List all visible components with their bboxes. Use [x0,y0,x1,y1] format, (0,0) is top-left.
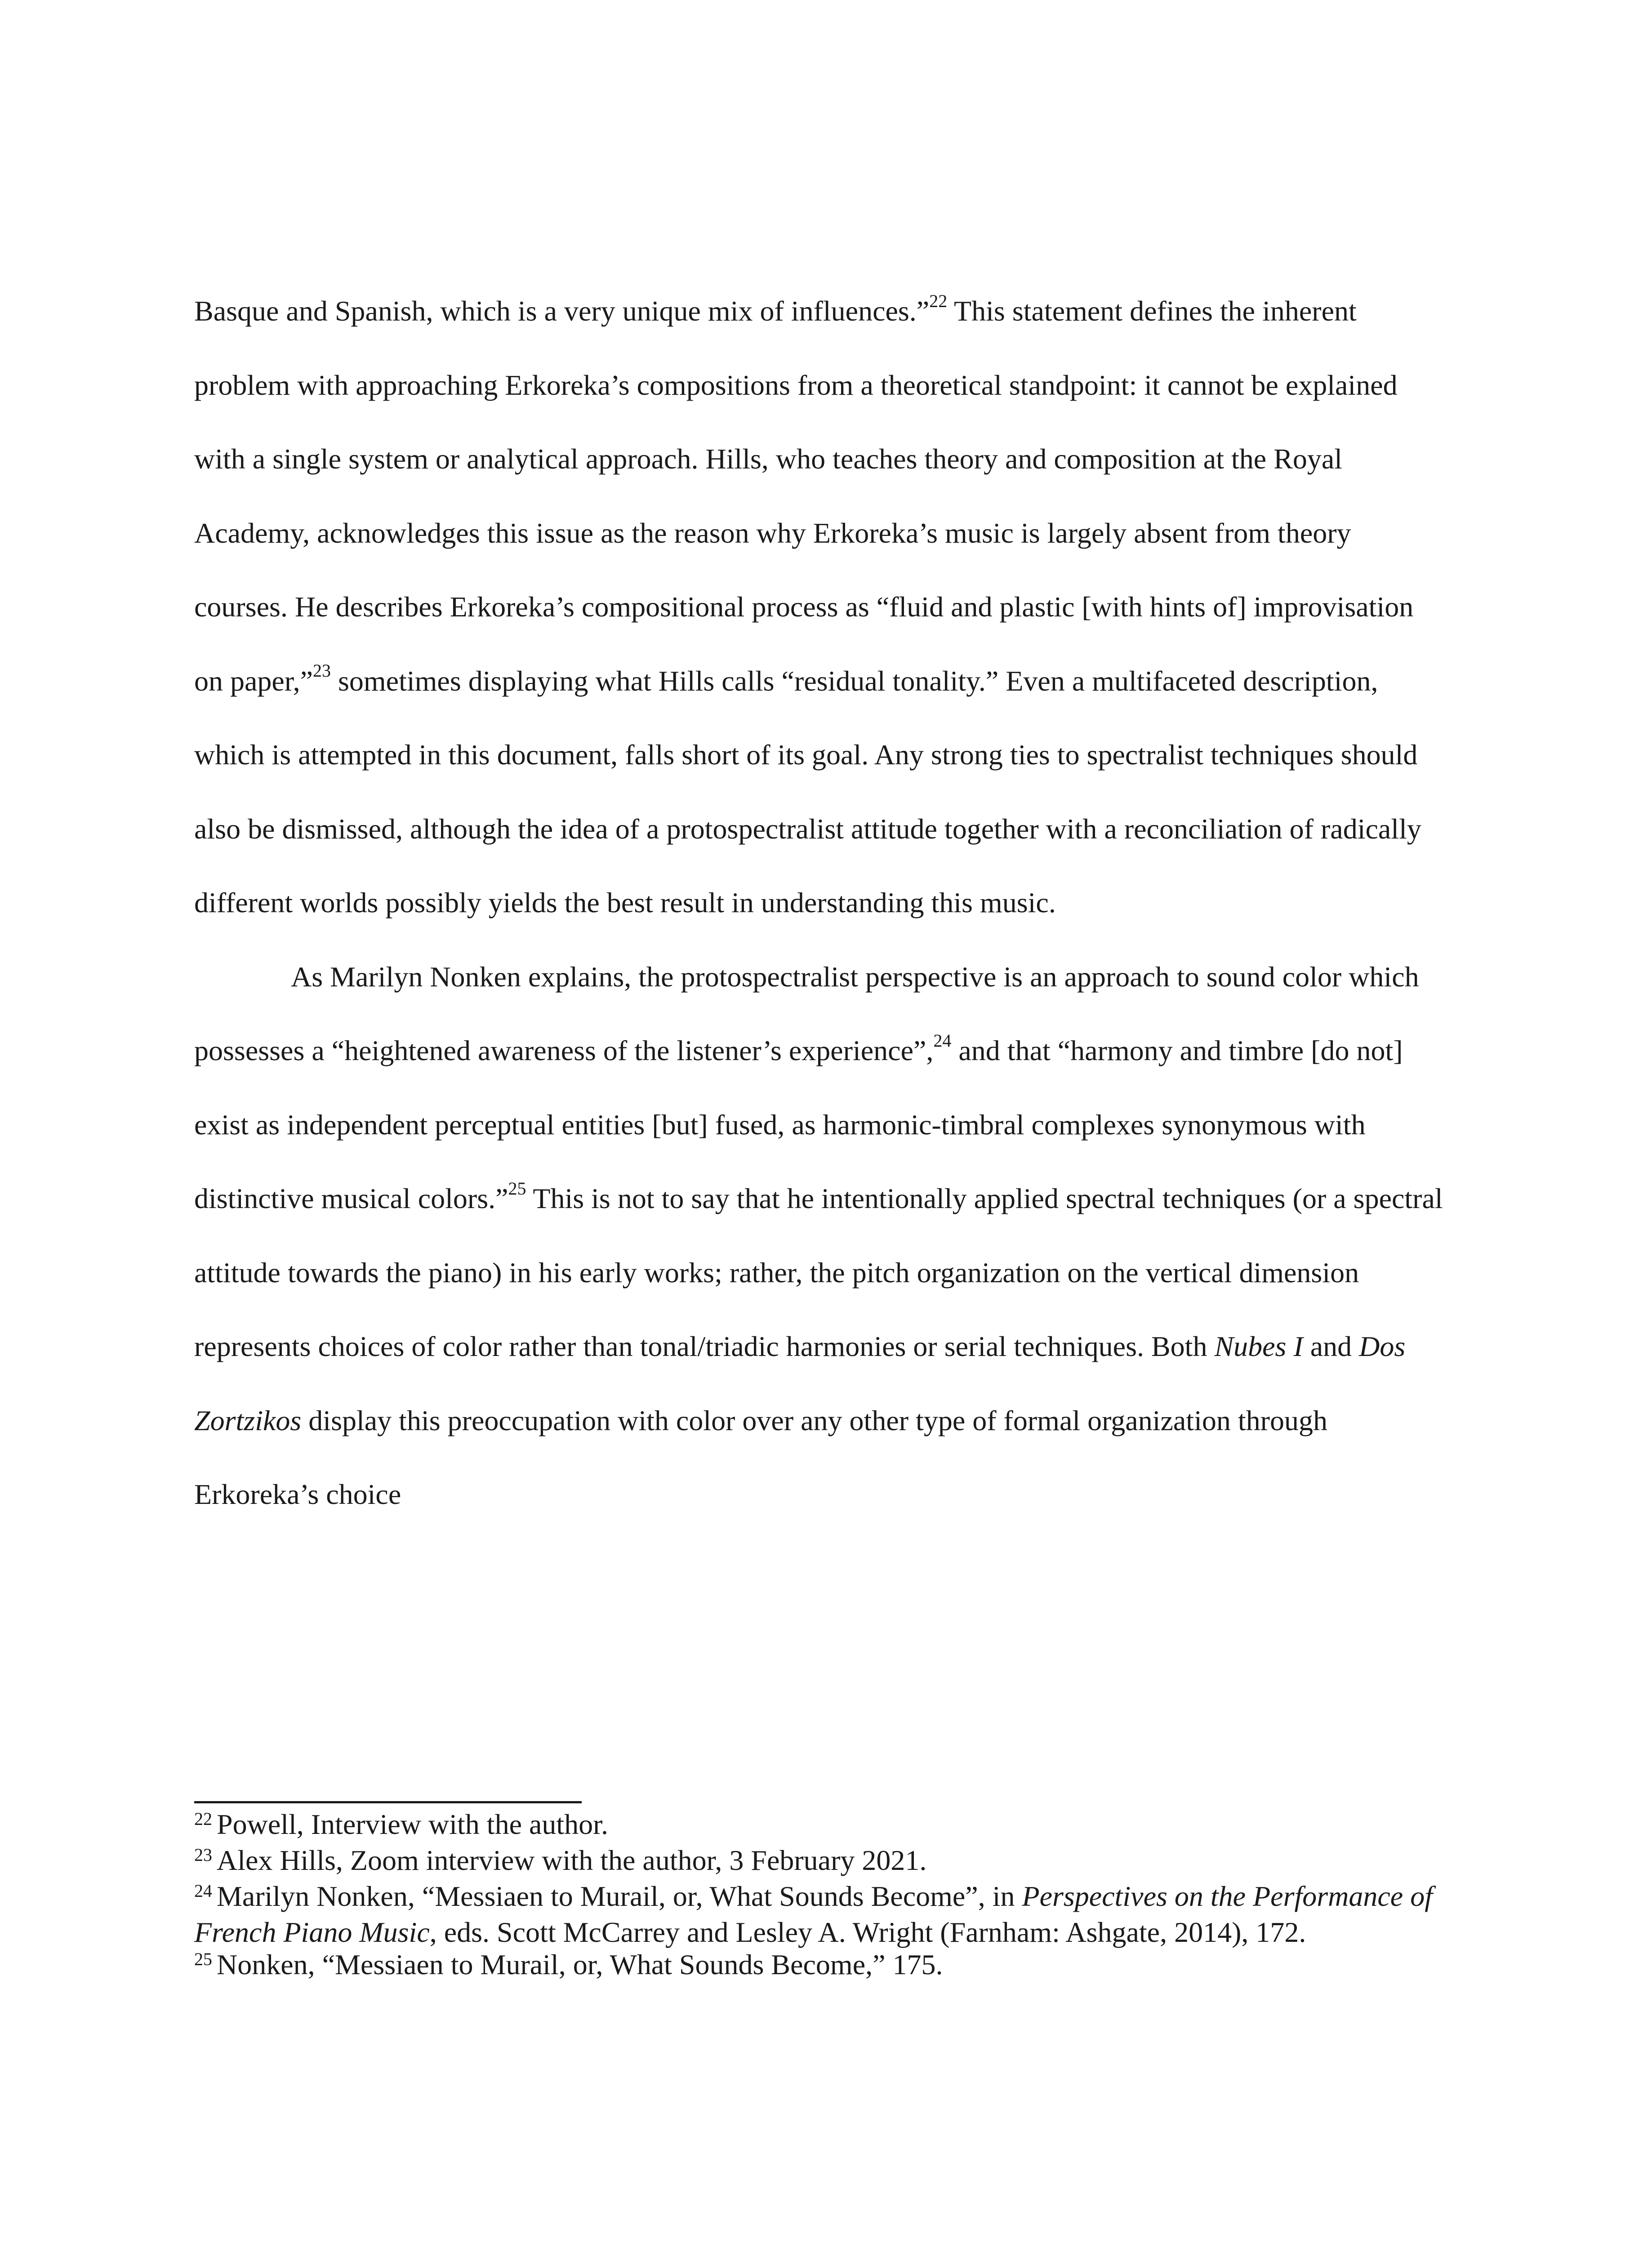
footnote-ref-25[interactable]: 25 [508,1178,526,1199]
paragraph-2-text-b: and that “harmony and timbre [do not] exist as independent perceptual entities [but] fused, as harmonic-timbral complexes synonymous with distinctive musical colors.” [194,1035,1403,1214]
footnote-ref-24[interactable]: 24 [933,1030,952,1051]
footnote-text: Powell, Interview with the author. [217,1808,608,1840]
footnote-number: 22 [194,1809,212,1829]
body-text [194,274,1448,1532]
paragraph-2-text-c: This is not to say that he intentionally applied spectral techniques (or a spectral attitude towards the piano) in his early works; rather, the pitch organization on the vertical dimension represents choices of color rather than tonal/triadic harmonies or serial techniques. Both [194,1182,1443,1362]
book-title: Perspectives on the Performance of French Piano Music [194,1880,1433,1948]
footnote-number: 23 [194,1845,212,1865]
work-title-nubes-i: Nubes I [1214,1330,1303,1362]
footnote-24 [194,1880,1448,1949]
footnote-text: Nonken, “Messiaen to Murail, or, What Sounds Become,” 175. [217,1949,943,1980]
paragraph-2-text-d: and [1303,1330,1359,1362]
footnote-text-b: , eds. Scott McCarrey and Lesley A. Wright (Farnham: Ashgate, 2014), 172. [429,1916,1306,1948]
footnote-separator [194,1801,582,1803]
paragraph-1 [194,274,1448,940]
footnote-23 [194,1844,1448,1880]
footnote-text: Alex Hills, Zoom interview with the author, 3 February 2021. [217,1844,927,1876]
footnote-ref-23[interactable]: 23 [312,660,331,681]
footnotes [194,1808,1448,1985]
paragraph-1-text-b: This statement defines the inherent problem with approaching Erkoreka’s compositions from a theoretical standpoint: it cannot be explained with a single system or analytical approach. Hills, who teaches theory and composition at the Royal Academy, acknowledges this issue as the reason why Erkoreka’s music is largely absent from theory courses. He describes Erkoreka’s compositional process as “fluid and plastic [with hints of] improvisation on paper,” [194,295,1414,697]
footnote-22 [194,1808,1448,1844]
paragraph-2 [194,940,1448,1532]
footnote-ref-22[interactable]: 22 [929,290,948,311]
footnote-number: 25 [194,1949,212,1969]
footnote-text-a: Marilyn Nonken, “Messiaen to Murail, or, What Sounds Become”, in [217,1880,1022,1912]
paragraph-2-text-a: As Marilyn Nonken explains, the protospectralist perspective is an approach to sound color which possesses a “heightened awareness of the listener’s experience”, [194,960,1419,1066]
footnote-25 [194,1949,1448,1985]
paragraph-2-text-e: display this preoccupation with color over any other type of formal organization through Erkoreka’s choice [194,1404,1327,1510]
paragraph-1-text-c: sometimes displaying what Hills calls “residual tonality.” Even a multifaceted description, which is attempted in this document, falls short of its goal. Any strong ties to spectralist techniques should also be dismissed, although the idea of a protospectralist attitude together with a reconciliation of radically different worlds possibly yields the best result in understanding this music. [194,665,1421,919]
footnote-number: 24 [194,1881,212,1901]
paragraph-1-text-a: Basque and Spanish, which is a very unique mix of influences.” [194,295,930,327]
work-title-dos-zortzikos: Dos Zortzikos [194,1330,1406,1436]
